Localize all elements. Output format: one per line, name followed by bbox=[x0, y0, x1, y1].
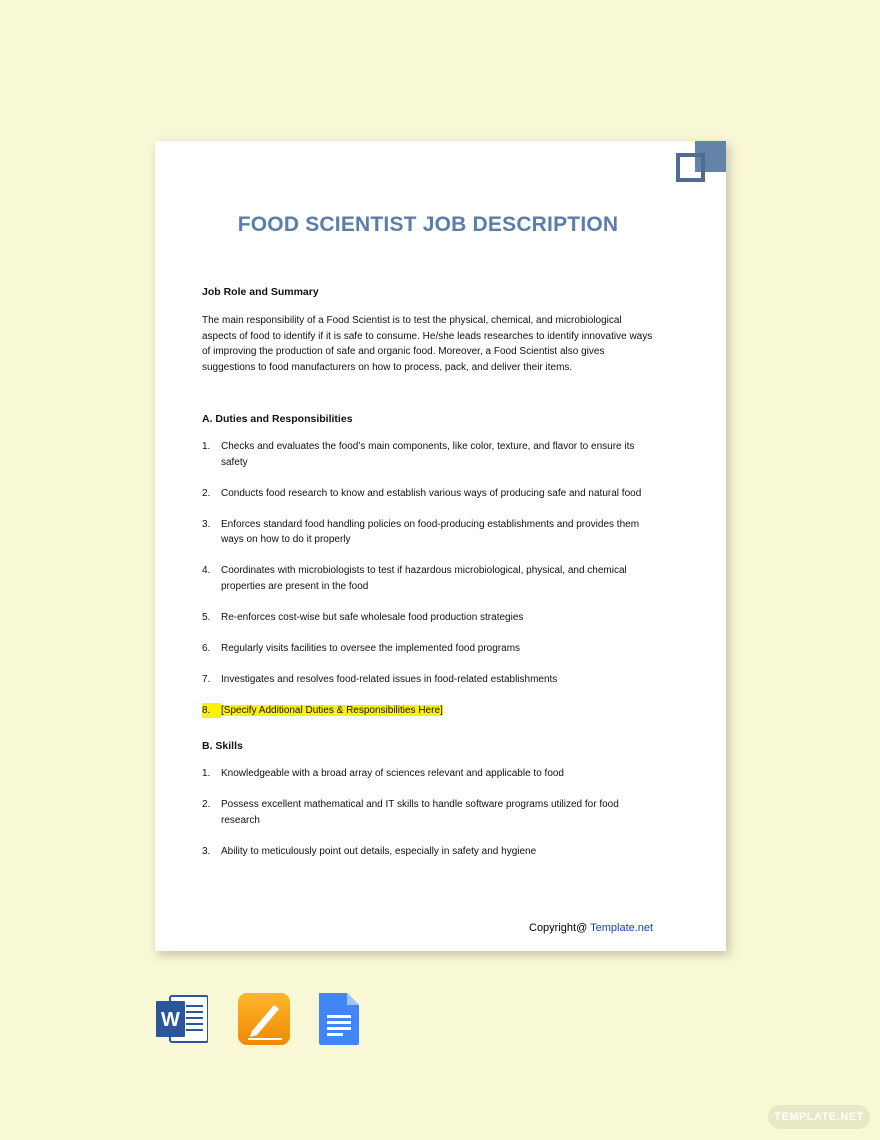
duty-item bbox=[202, 641, 657, 657]
duty-number: 7. bbox=[202, 673, 211, 685]
document-page bbox=[155, 141, 726, 951]
word-app-icon[interactable] bbox=[156, 993, 208, 1045]
skills-list bbox=[202, 766, 657, 859]
duties-heading: A. Duties and Responsibilities bbox=[202, 413, 353, 425]
duty-text: Investigates and resolves food-related issues in food-related establishments bbox=[221, 673, 558, 685]
duty-text: Regularly visits facilities to oversee the implemented food programs bbox=[221, 642, 521, 654]
duty-item bbox=[202, 610, 657, 626]
skill-number: 2. bbox=[202, 799, 211, 810]
copyright-label: Copyright@ bbox=[529, 922, 588, 934]
duty-number: 1. bbox=[202, 441, 211, 452]
duty-number: 8. bbox=[202, 703, 221, 719]
duty-text: Coordinates with microbiologists to test if hazardous microbiological, physical, and chemical properties are present in the food bbox=[221, 565, 627, 592]
copyright-link[interactable]: Template.net bbox=[590, 922, 654, 934]
duty-item bbox=[202, 563, 657, 594]
duty-text: Checks and evaluates the food’s main components, like color, texture, and flavor to ensure its safety bbox=[221, 441, 635, 468]
duties-list bbox=[202, 439, 657, 718]
duty-number: 4. bbox=[202, 565, 211, 576]
duty-text: Conducts food research to know and establish various ways of producing safe and natural food bbox=[221, 487, 642, 499]
skills-heading: B. Skills bbox=[202, 740, 243, 752]
svg-text:W: W bbox=[161, 1009, 180, 1031]
google-docs-app-icon[interactable] bbox=[313, 993, 365, 1045]
duty-number: 5. bbox=[202, 611, 211, 623]
duty-item bbox=[202, 672, 657, 688]
pages-app-icon[interactable] bbox=[238, 993, 290, 1045]
duty-number: 6. bbox=[202, 642, 211, 654]
template-net-badge[interactable]: TEMPLATE.NET bbox=[768, 1105, 870, 1129]
summary-paragraph: The main responsibility of a Food Scientist is to test the physical, chemical, and microbiological aspects of food to identify if it is safe to consume. He/she leads researches to identify innovative ways of improving the production of safe and organic food. Moreover, a Food Scientist also gives suggestions to food manufacturers on how to process, pack, and deliver their items. bbox=[202, 315, 653, 373]
duty-number: 3. bbox=[202, 518, 211, 530]
skill-number: 3. bbox=[202, 845, 211, 857]
skill-text: Ability to meticulously point out details, especially in safety and hygiene bbox=[221, 845, 537, 857]
skill-item bbox=[202, 844, 657, 860]
document-body bbox=[202, 286, 657, 875]
corner-outline-decoration bbox=[676, 153, 705, 182]
duty-placeholder-text: [Specify Additional Duties & Responsibilities Here] bbox=[221, 704, 443, 716]
copyright-line bbox=[529, 922, 653, 934]
skill-text: Knowledgeable with a broad array of sciences relevant and applicable to food bbox=[221, 768, 564, 779]
document-title: FOOD SCIENTIST JOB DESCRIPTION bbox=[237, 213, 619, 236]
duty-number: 2. bbox=[202, 487, 211, 499]
skill-number: 1. bbox=[202, 768, 211, 779]
duty-text: Enforces standard food handling policies on food-producing establishments and provides them ways on how to do it properly bbox=[221, 518, 640, 545]
duty-text: Re-enforces cost-wise but safe wholesale food production strategies bbox=[221, 611, 524, 623]
duty-item-placeholder bbox=[202, 703, 657, 719]
duty-item bbox=[202, 439, 657, 470]
summary-heading: Job Role and Summary bbox=[202, 286, 319, 298]
skill-item bbox=[202, 797, 657, 828]
skill-item bbox=[202, 766, 657, 782]
duty-item bbox=[202, 517, 657, 548]
duty-item bbox=[202, 486, 657, 502]
skill-text: Possess excellent mathematical and IT skills to handle software programs utilized for food research bbox=[221, 799, 619, 826]
